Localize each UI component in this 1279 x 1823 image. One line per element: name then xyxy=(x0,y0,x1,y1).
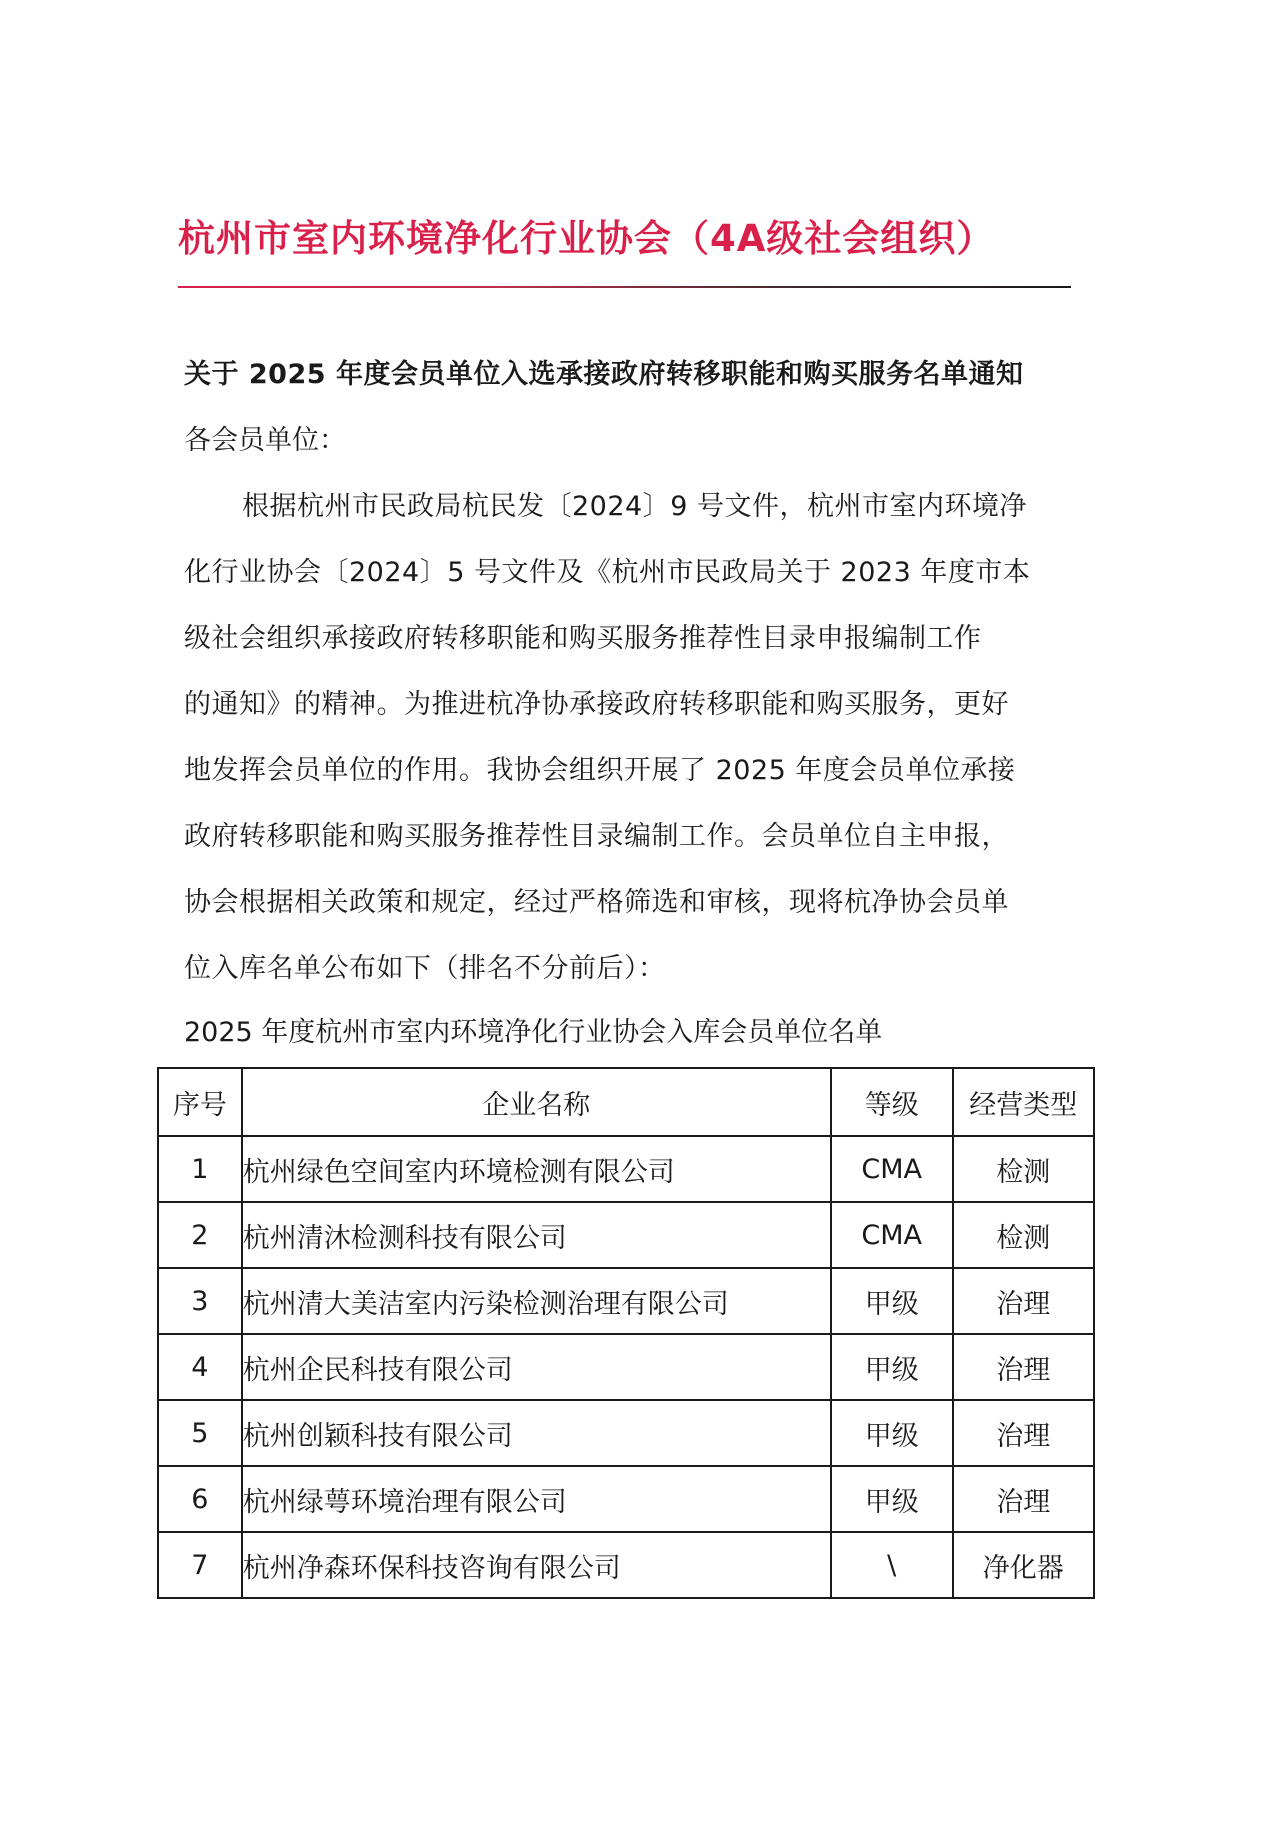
body-line: 地发挥会员单位的作用。我协会组织开展了 2025 年度会员单位承接 xyxy=(184,755,1016,786)
cell-grade: 甲级 xyxy=(831,1466,953,1532)
body-line: 的通知》的精神。为推进杭净协承接政府转移职能和购买服务，更好 xyxy=(184,689,1009,720)
table-row xyxy=(158,1400,1094,1466)
cell-index: 6 xyxy=(158,1466,242,1532)
body-line: 化行业协会〔2024〕5 号文件及《杭州市民政局关于 2023 年度市本 xyxy=(184,557,1031,588)
cell-grade: \ xyxy=(831,1532,953,1598)
cell-index: 5 xyxy=(158,1400,242,1466)
table-row xyxy=(158,1202,1094,1268)
table-row xyxy=(158,1136,1094,1202)
cell-type: 净化器 xyxy=(953,1532,1094,1598)
cell-index: 3 xyxy=(158,1268,242,1334)
body-line: 位入库名单公布如下（排名不分前后）： xyxy=(184,953,666,984)
notice-body xyxy=(184,474,1064,1002)
table-row xyxy=(158,1532,1094,1598)
cell-index: 7 xyxy=(158,1532,242,1598)
cell-name: 杭州清沐检测科技有限公司 xyxy=(242,1202,831,1268)
cell-name: 杭州清大美洁室内污染检测治理有限公司 xyxy=(242,1268,831,1334)
body-line: 级社会组织承接政府转移职能和购买服务推荐性目录申报编制工作 xyxy=(184,623,982,654)
cell-grade: 甲级 xyxy=(831,1334,953,1400)
header-type: 经营类型 xyxy=(953,1068,1094,1136)
cell-name: 杭州净森环保科技咨询有限公司 xyxy=(242,1532,831,1598)
header-grade: 等级 xyxy=(831,1068,953,1136)
cell-index: 1 xyxy=(158,1136,242,1202)
cell-grade: CMA xyxy=(831,1202,953,1268)
cell-index: 4 xyxy=(158,1334,242,1400)
cell-name: 杭州绿萼环境治理有限公司 xyxy=(242,1466,831,1532)
cell-name: 杭州企民科技有限公司 xyxy=(242,1334,831,1400)
cell-type: 检测 xyxy=(953,1136,1094,1202)
cell-type: 治理 xyxy=(953,1268,1094,1334)
salutation: 各会员单位： xyxy=(184,425,346,456)
table-row xyxy=(158,1268,1094,1334)
cell-grade: CMA xyxy=(831,1136,953,1202)
cell-grade: 甲级 xyxy=(831,1268,953,1334)
letterhead-title: 杭州市室内环境净化行业协会（4A级社会组织） xyxy=(178,217,995,260)
cell-grade: 甲级 xyxy=(831,1400,953,1466)
cell-type: 治理 xyxy=(953,1400,1094,1466)
table-caption: 2025 年度杭州市室内环境净化行业协会入库会员单位名单 xyxy=(184,1017,883,1048)
cell-index: 2 xyxy=(158,1202,242,1268)
table-header-row xyxy=(158,1068,1094,1136)
body-line: 政府转移职能和购买服务推荐性目录编制工作。会员单位自主申报， xyxy=(184,821,1009,852)
cell-type: 检测 xyxy=(953,1202,1094,1268)
letterhead-rule xyxy=(178,286,1071,288)
cell-name: 杭州绿色空间室内环境检测有限公司 xyxy=(242,1136,831,1202)
cell-type: 治理 xyxy=(953,1466,1094,1532)
cell-name: 杭州创颖科技有限公司 xyxy=(242,1400,831,1466)
body-line: 协会根据相关政策和规定，经过严格筛选和审核，现将杭净协会员单 xyxy=(184,887,1009,918)
header-index: 序号 xyxy=(158,1068,242,1136)
table-row xyxy=(158,1466,1094,1532)
body-line: 根据杭州市民政局杭民发〔2024〕9 号文件，杭州市室内环境净 xyxy=(242,491,1027,522)
notice-title: 关于 2025 年度会员单位入选承接政府转移职能和购买服务名单通知 xyxy=(184,359,1024,390)
header-name: 企业名称 xyxy=(242,1068,831,1136)
cell-type: 治理 xyxy=(953,1334,1094,1400)
member-table xyxy=(157,1067,1095,1599)
table-row xyxy=(158,1334,1094,1400)
